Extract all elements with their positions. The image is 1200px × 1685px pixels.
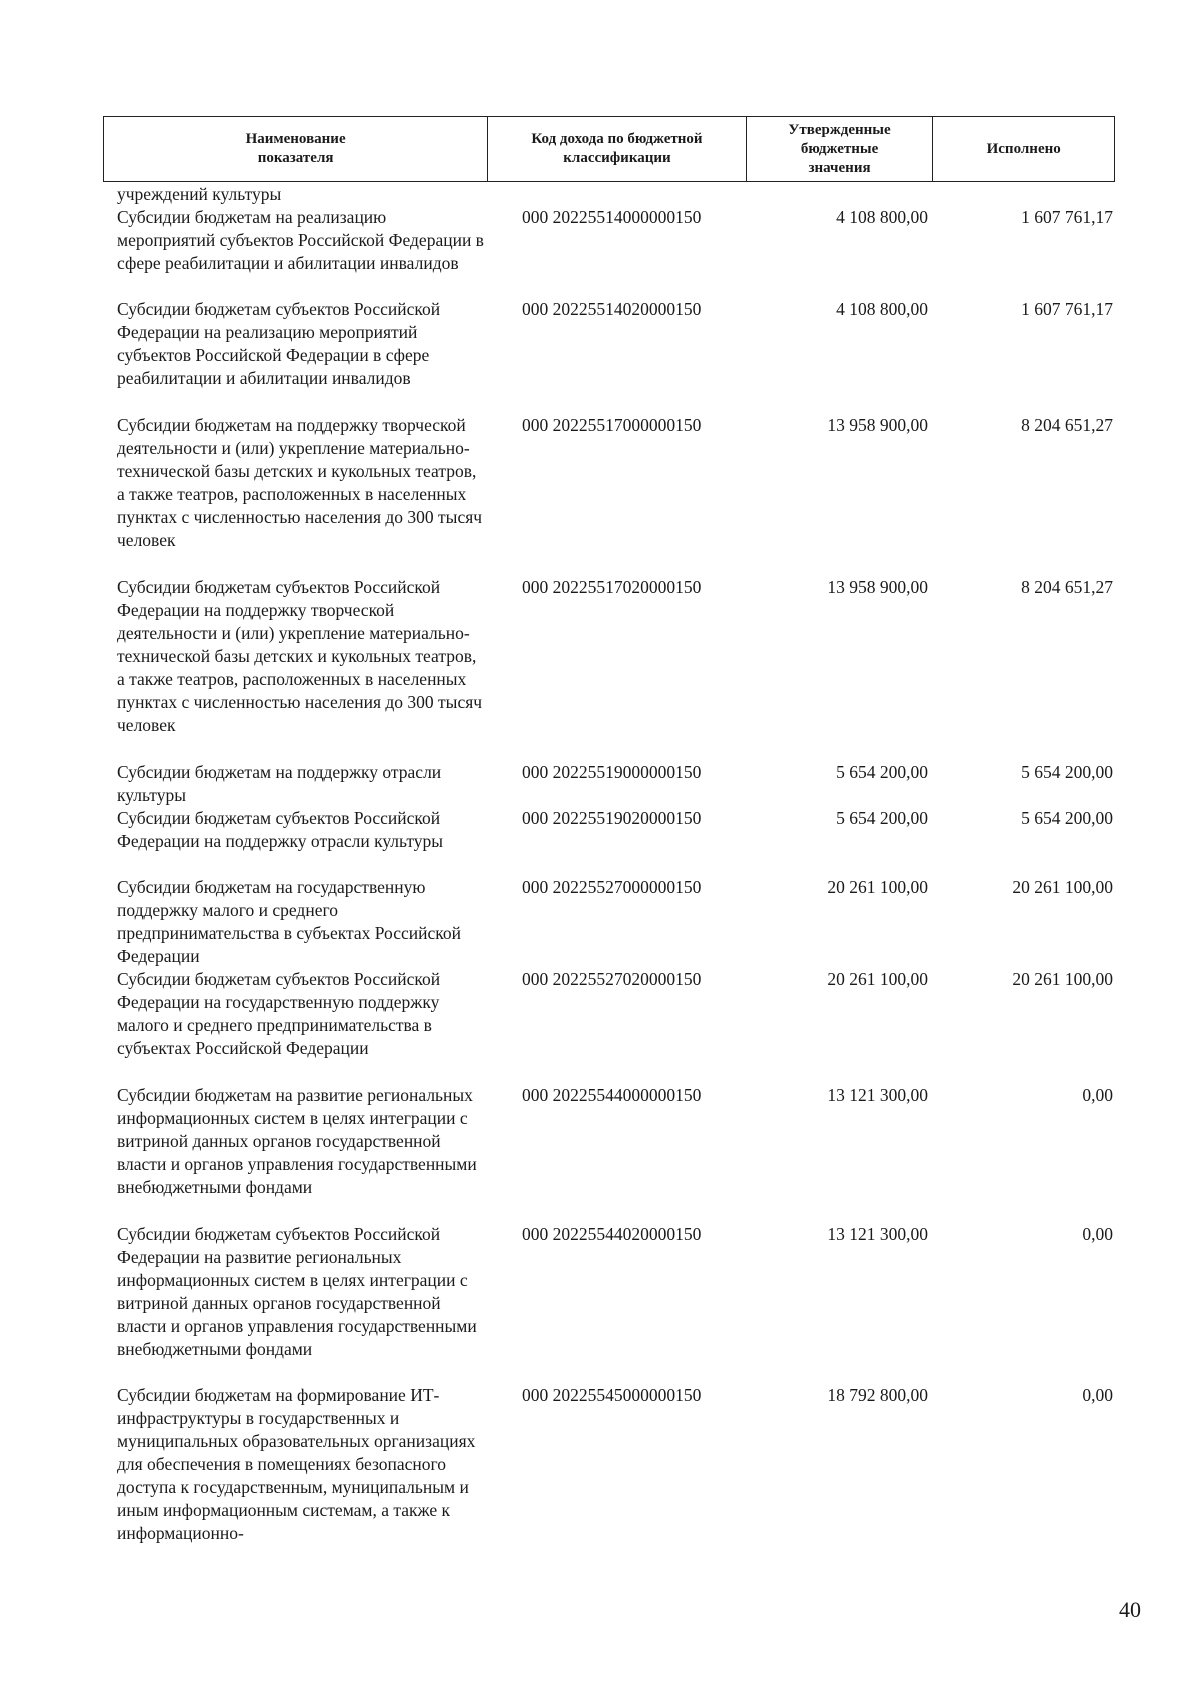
row-done: 5 654 200,00 [1021,762,1113,782]
row-approved: 18 792 800,00 [827,1385,928,1405]
row-approved: 4 108 800,00 [836,299,928,319]
row-code: 000 20225514020000150 [522,299,702,319]
row-done: 5 654 200,00 [1021,808,1113,828]
row-name: Субсидии бюджетам на реализацию мероприятий субъектов Российской Федерации в сфере реабилитации и абилитации инвалидов [117,207,484,273]
row-name: Субсидии бюджетам субъектов Российской Федерации на государственную поддержку малого и среднего предпринимательства в субъектах Российской Федерации [117,969,441,1058]
row-code: 000 20225527020000150 [522,969,702,989]
row-name: Субсидии бюджетам на формирование ИТ-инфраструктуры в государственных и муниципальных образовательных организациях для обеспечения в помещениях безопасного доступа к государственным, муниципальным и иным информационным системам, а также к информационно- [117,1385,476,1543]
page-number: 40 [1119,1597,1141,1622]
row-name: Субсидии бюджетам субъектов Российской Федерации на реализацию мероприятий субъектов Российской Федерации в сфере реабилитации и абилитации инвалидов [117,299,441,388]
row-code: 000 20225517000000150 [522,415,702,435]
row-code: 000 20225544000000150 [522,1085,702,1105]
row-done: 8 204 651,27 [1021,415,1113,435]
row-name: Субсидии бюджетам на развитие региональных информационных систем в целях интеграции с витриной данных органов государственной власти и органов управления государственными внебюджетными фондами [117,1085,477,1197]
row-name: Субсидии бюджетам субъектов Российской Федерации на развитие региональных информационных систем в целях интеграции с витриной данных органов государственной власти и органов управления государственными внебюджетными фондами [117,1224,477,1359]
row-name: учреждений культуры [117,184,282,204]
header-code: Код дохода по бюджетной классификации [488,117,746,181]
row-code: 000 20225544020000150 [522,1224,702,1244]
row-approved: 4 108 800,00 [836,207,928,227]
row-code: 000 20225519020000150 [522,808,702,828]
row-approved: 5 654 200,00 [836,762,928,782]
row-done: 8 204 651,27 [1021,577,1113,597]
row-name: Субсидии бюджетам субъектов Российской Федерации на поддержку отрасли культуры [117,808,444,851]
row-done: 20 261 100,00 [1012,969,1113,989]
row-approved: 20 261 100,00 [827,877,928,897]
row-approved: 13 958 900,00 [827,577,928,597]
row-name: Субсидии бюджетам субъектов Российской Федерации на поддержку творческой деятельности и (или) укрепление материально-технической базы детских и кукольных театров, а также театров, расположенных в населенных пунктах с численностью населения до 300 тысяч человек [117,577,483,735]
row-done: 0,00 [1082,1385,1113,1405]
row-code: 000 20225545000000150 [522,1385,702,1405]
row-code: 000 20225527000000150 [522,877,702,897]
row-approved: 20 261 100,00 [827,969,928,989]
row-approved: 13 121 300,00 [827,1085,928,1105]
row-approved: 5 654 200,00 [836,808,928,828]
row-code: 000 20225514000000150 [522,207,702,227]
header-name: Наименование показателя [104,117,488,181]
row-name: Субсидии бюджетам на государственную поддержку малого и среднего предпринимательства в субъектах Российской Федерации [117,877,462,966]
row-done: 0,00 [1082,1085,1113,1105]
row-approved: 13 121 300,00 [827,1224,928,1244]
header-approved: Утвержденные бюджетные значения [747,117,934,181]
row-done: 1 607 761,17 [1021,299,1113,319]
row-code: 000 20225517020000150 [522,577,702,597]
row-approved: 13 958 900,00 [827,415,928,435]
row-done: 1 607 761,17 [1021,207,1113,227]
row-done: 20 261 100,00 [1012,877,1113,897]
row-name: Субсидии бюджетам на поддержку творческой деятельности и (или) укрепление материально-технической базы детских и кукольных театров, а также театров, расположенных в населенных пунктах с численностью населения до 300 тысяч человек [117,415,483,550]
row-name: Субсидии бюджетам на поддержку отрасли культуры [117,762,442,805]
row-done: 0,00 [1082,1224,1113,1244]
header-done: Исполнено [986,140,1061,157]
row-code: 000 20225519000000150 [522,762,702,782]
